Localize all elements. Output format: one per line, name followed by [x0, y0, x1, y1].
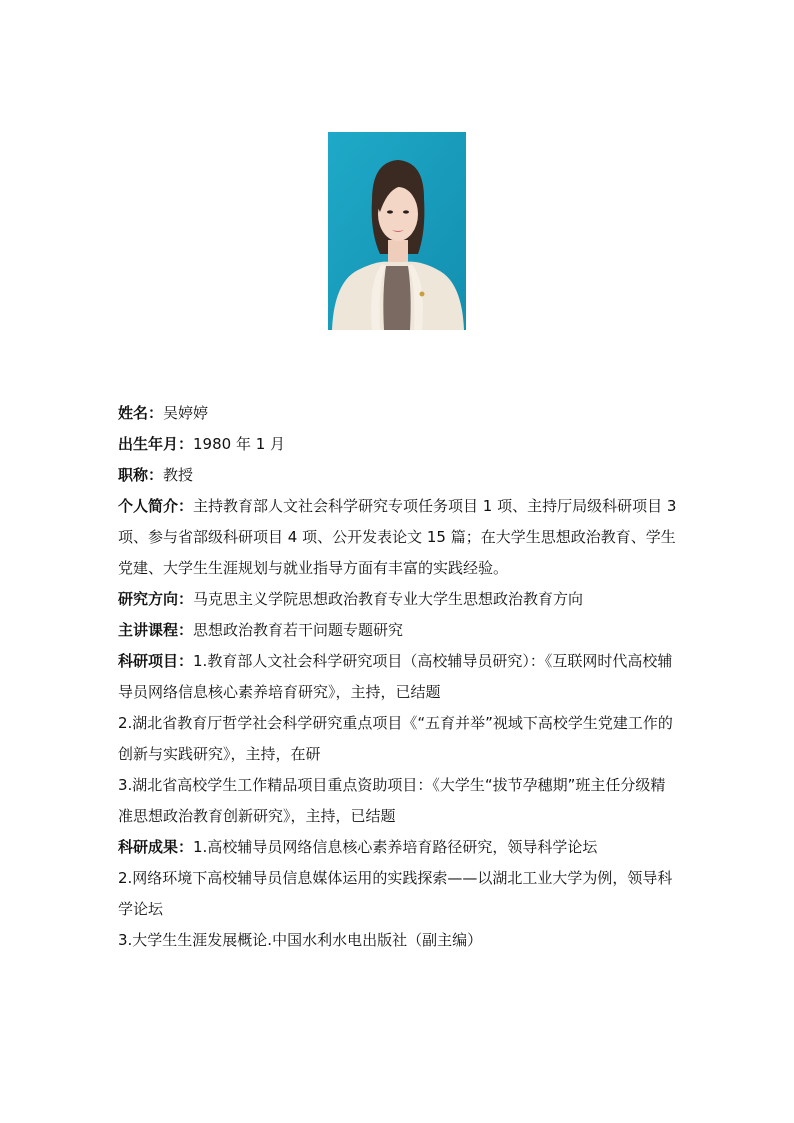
portrait-image — [328, 132, 466, 330]
title-line — [118, 460, 678, 491]
projects-label: 科研项目： — [118, 652, 194, 670]
name-label: 姓名： — [118, 404, 164, 422]
name-line — [118, 398, 678, 429]
project-item: 3.湖北省高校学生工作精品项目重点资助项目：《大学生“拔节孕穗期”班主任分级精准思想政治教育创新研究》，主持，已结题 — [118, 776, 666, 825]
course-label: 主讲课程： — [118, 621, 194, 639]
results-label: 科研成果： — [118, 838, 194, 856]
result-item: 2.网络环境下高校辅导员信息媒体运用的实践探索——以湖北工业大学为例，领导科学论坛 — [118, 869, 673, 918]
project-item: 1.教育部人文社会科学研究项目（高校辅导员研究）：《互联网时代高校辅导员网络信息核心素养培育研究》，主持，已结题 — [118, 652, 673, 701]
project-item: 2.湖北省教育厅哲学社会科学研究重点项目《“五育并举”视域下高校学生党建工作的创新与实践研究》，主持，在研 — [118, 714, 673, 763]
title-value: 教授 — [163, 466, 194, 484]
result-item: 3.大学生生涯发展概论.中国水利水电出版社（副主编） — [118, 931, 483, 949]
direction-line — [118, 584, 678, 615]
results-line — [118, 832, 678, 863]
birth-value: 1980 年 1 月 — [193, 435, 286, 453]
profile-content — [118, 398, 678, 956]
intro-line — [118, 491, 678, 584]
direction-value: 马克思主义学院思想政治教育专业大学生思想政治教育方向 — [193, 590, 584, 608]
course-value: 思想政治教育若干问题专题研究 — [193, 621, 404, 639]
direction-label: 研究方向： — [118, 590, 194, 608]
result-item: 1.高校辅导员网络信息核心素养培育路径研究，领导科学论坛 — [193, 838, 598, 856]
birth-label: 出生年月： — [118, 435, 194, 453]
portrait-photo — [328, 132, 466, 330]
intro-label: 个人简介： — [118, 497, 194, 515]
name-value: 吴婷婷 — [163, 404, 209, 422]
projects-line — [118, 646, 678, 708]
birth-line — [118, 429, 678, 460]
course-line — [118, 615, 678, 646]
title-label: 职称： — [118, 466, 164, 484]
intro-value: 主持教育部人文社会科学研究专项任务项目 1 项、主持厅局级科研项目 3 项、参与省部级科研项目 4 项、公开发表论文 15 篇；在大学生思想政治教育、学生党建、大学生生涯规划与就业指导方面有丰富的实践经验。 — [118, 497, 677, 577]
